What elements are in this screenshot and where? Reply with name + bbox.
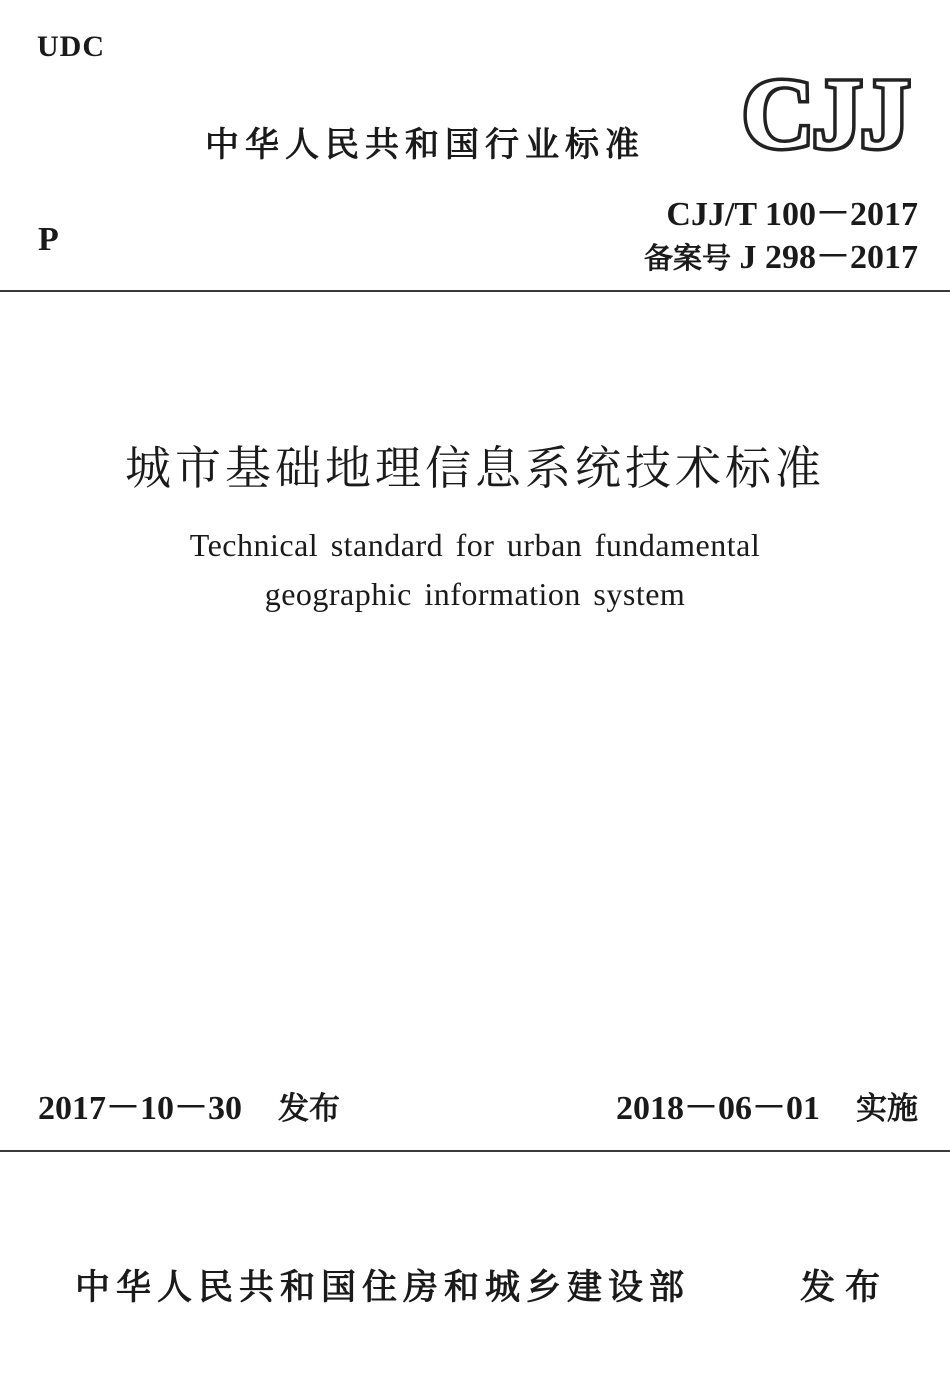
udc-label: UDC <box>37 30 105 63</box>
implement-date-value: 2018－06－01 <box>616 1090 820 1127</box>
header-divider <box>0 290 950 292</box>
issue-date-label: 发布 <box>278 1091 340 1127</box>
record-number-label: 备案号 <box>643 241 731 275</box>
implement-date-label: 实施 <box>856 1091 918 1127</box>
document-title-english-line2: geographic information system <box>264 576 686 612</box>
document-title-chinese: 城市基础地理信息系统技术标准 <box>125 441 825 495</box>
cjj-logo: CJJ <box>742 58 909 169</box>
footer-divider <box>0 1150 950 1152</box>
issue-date <box>38 1080 340 1129</box>
record-number-value: J 298－2017 <box>739 239 918 276</box>
issuing-authority: 中华人民共和国住房和城乡建设部 <box>75 1268 691 1308</box>
record-number <box>644 229 918 278</box>
document-title-english-line1: Technical standard for urban fundamental <box>189 527 761 563</box>
issue-date-value: 2017－10－30 <box>38 1090 242 1127</box>
implement-date <box>616 1080 918 1129</box>
classification-code: P <box>38 221 59 258</box>
issuing-authority-label: 发布 <box>800 1268 891 1308</box>
industry-standard-heading: 中华人民共和国行业标准 <box>205 125 645 165</box>
standard-number: CJJ/T 100－2017 <box>666 196 918 233</box>
